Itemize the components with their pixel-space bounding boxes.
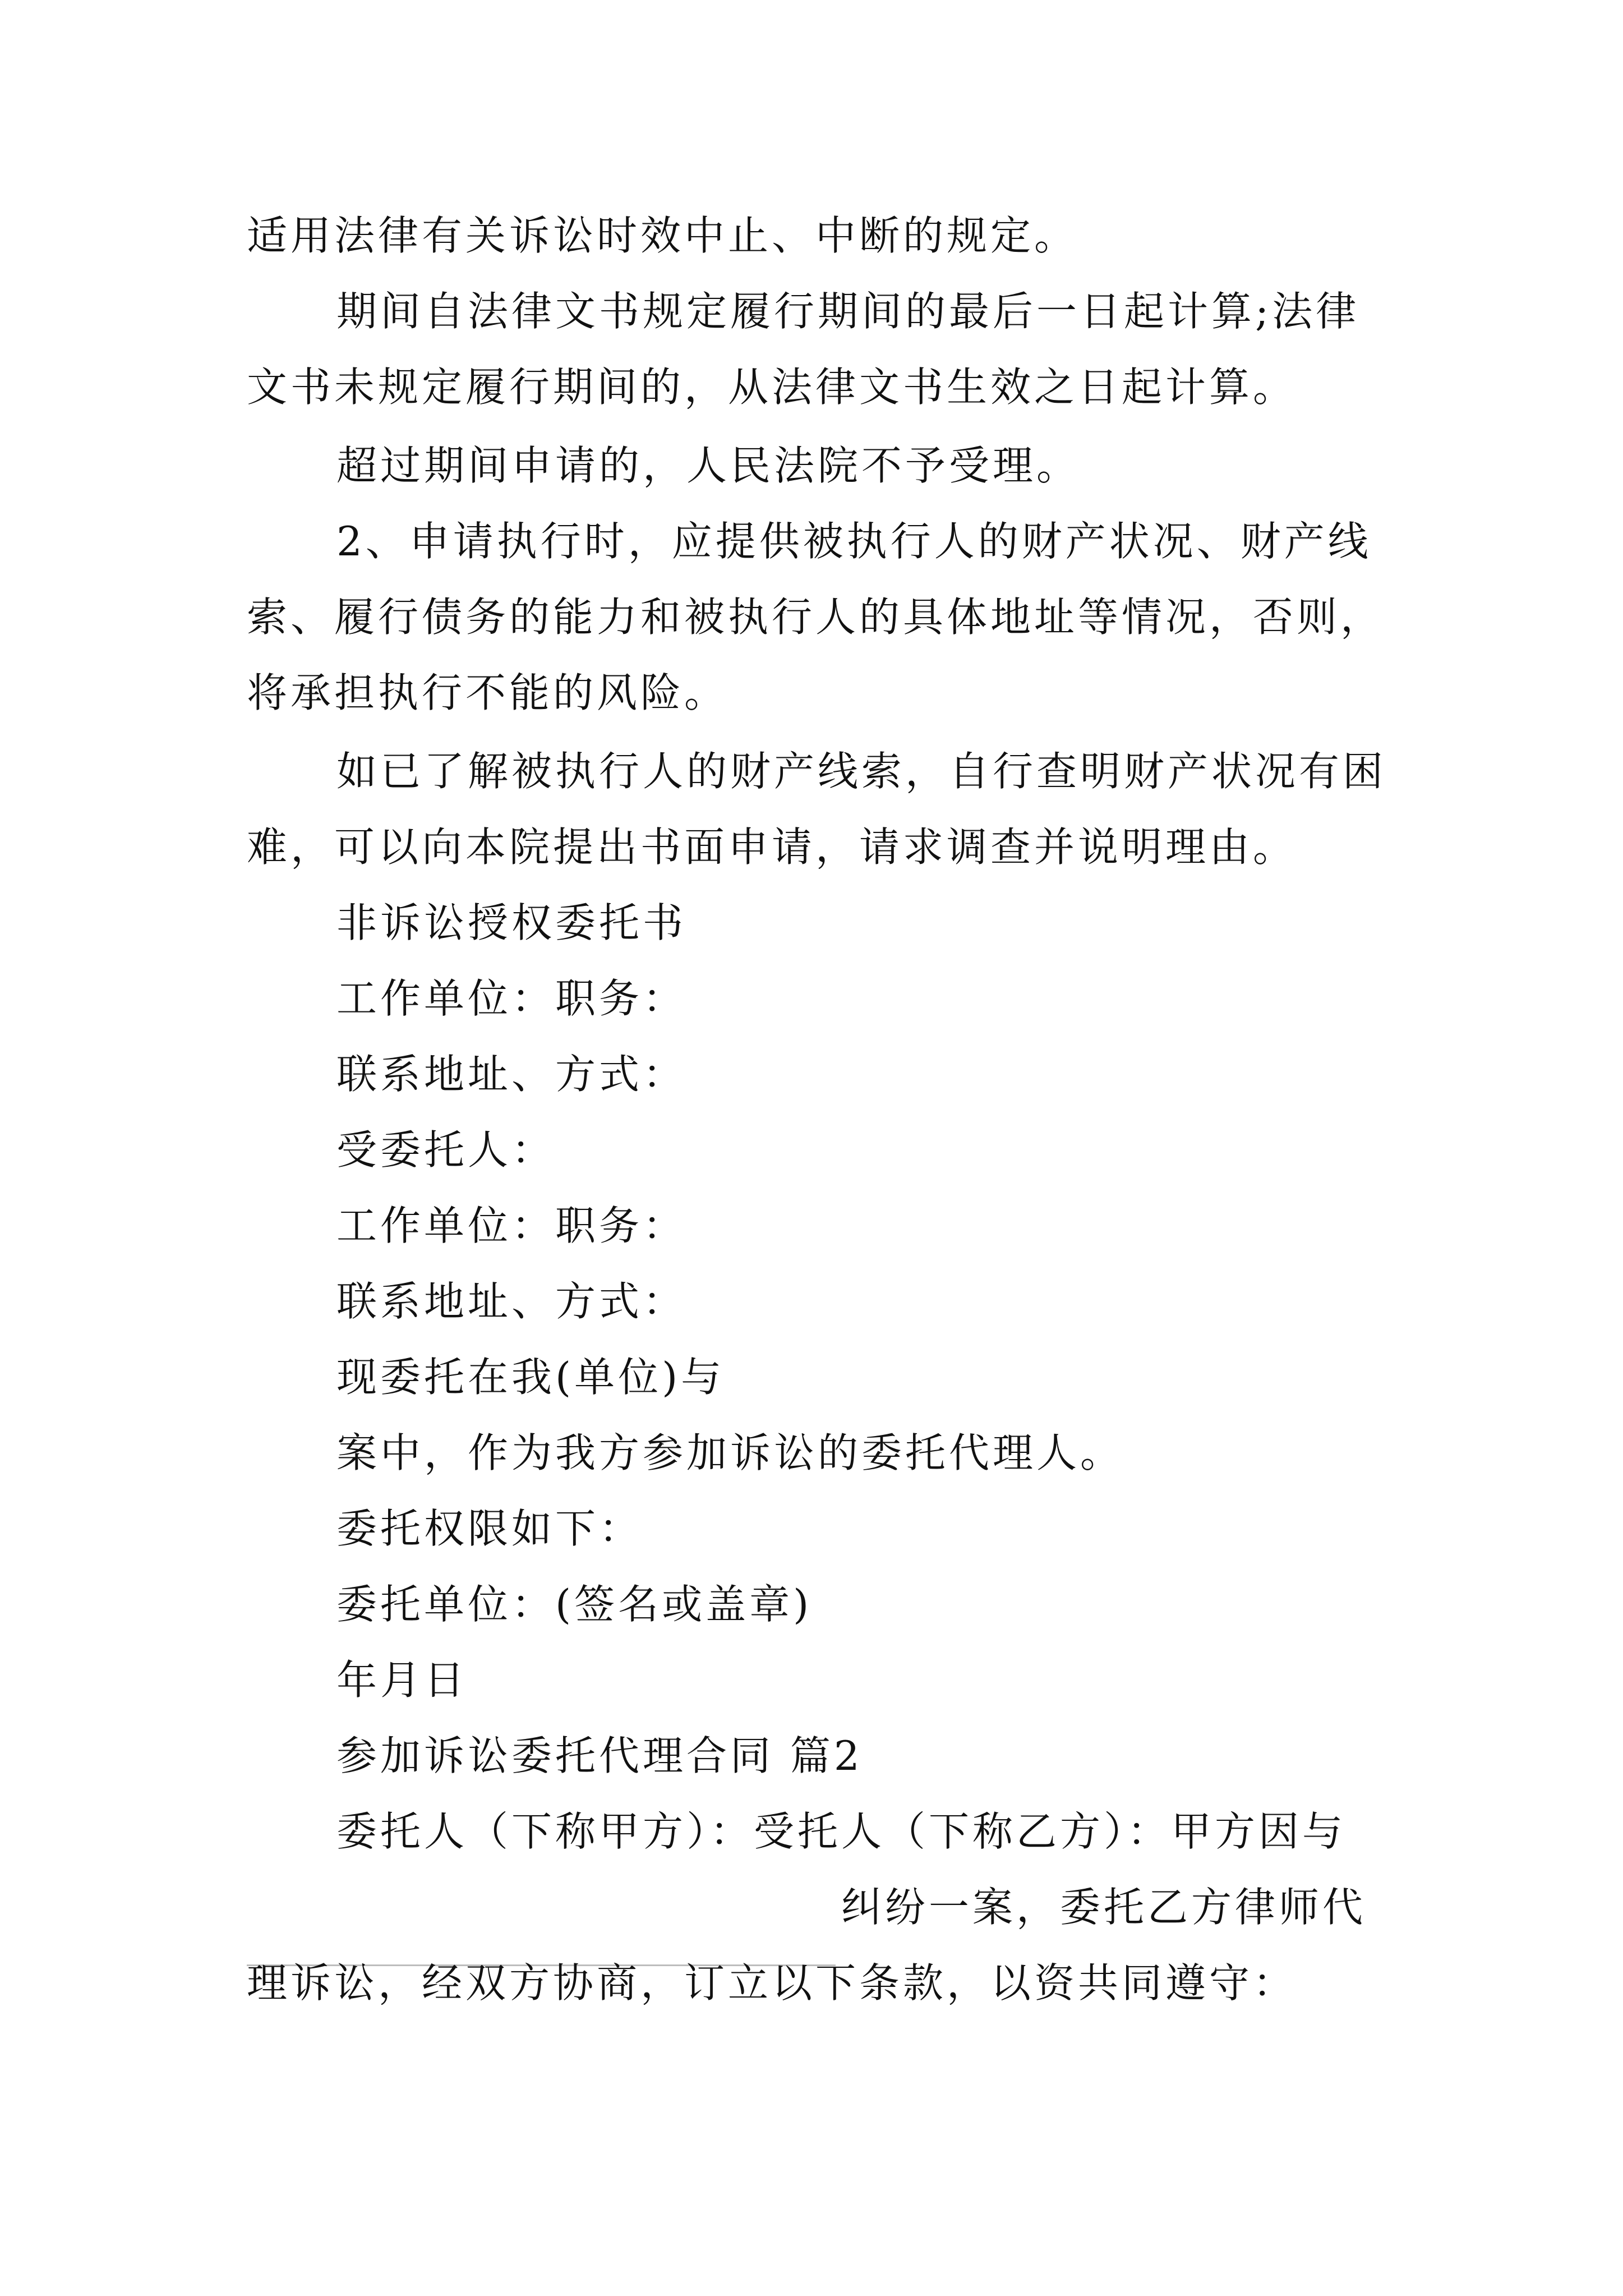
form-field-line: 联系地址、方式：	[336, 1051, 687, 1098]
date-line: 年月日	[336, 1657, 468, 1704]
paragraph-line: 纠纷一案，委托乙方律师代	[841, 1884, 1367, 1931]
text-line: 理诉讼，经双方协商，订立以下条款，以资共同遵守：	[247, 1959, 1297, 2007]
paragraph-line: 现委托在我(单位)与	[336, 1354, 725, 1401]
section-heading: 参加诉讼委托代理合同 篇2	[336, 1732, 863, 1779]
text-line: 难，可以向本院提出书面申请，请求调查并说明理由。	[247, 823, 1297, 871]
form-field-line: 工作单位：职务：	[336, 1202, 687, 1249]
text-line: 索、履行债务的能力和被执行人的具体地址等情况，否则，	[247, 593, 1385, 641]
text-line: 适用法律有关诉讼时效中止、中断的规定。	[247, 212, 1078, 259]
paragraph-line: 超过期间申请的，人民法院不予受理。	[336, 442, 1081, 489]
paragraph-line: 委托人（下称甲方）：受托人（下称乙方）：甲方因与	[336, 1808, 1347, 1855]
paragraph-line: 2、申请执行时，应提供被执行人的财产状况、财产线	[336, 518, 1372, 565]
form-field-line: 联系地址、方式：	[336, 1278, 687, 1325]
paragraph-line: 期间自法律文书规定履行期间的最后一日起计算;法律	[336, 288, 1360, 335]
text-line: 文书未规定履行期间的，从法律文书生效之日起计算。	[247, 364, 1297, 411]
form-field-line: 受委托人：	[336, 1126, 556, 1174]
form-field-line: 工作单位：职务：	[336, 975, 687, 1022]
signature-line: 委托单位：(签名或盖章)	[336, 1581, 813, 1628]
paragraph-line: 案中，作为我方参加诉讼的委托代理人。	[336, 1429, 1124, 1476]
text-line: 将承担执行不能的风险。	[247, 669, 728, 716]
paragraph-line: 如已了解被执行人的财产线索，自行查明财产状况有困	[336, 748, 1387, 795]
section-title: 非诉讼授权委托书	[336, 899, 687, 946]
paragraph-line: 委托权限如下：	[336, 1505, 643, 1552]
